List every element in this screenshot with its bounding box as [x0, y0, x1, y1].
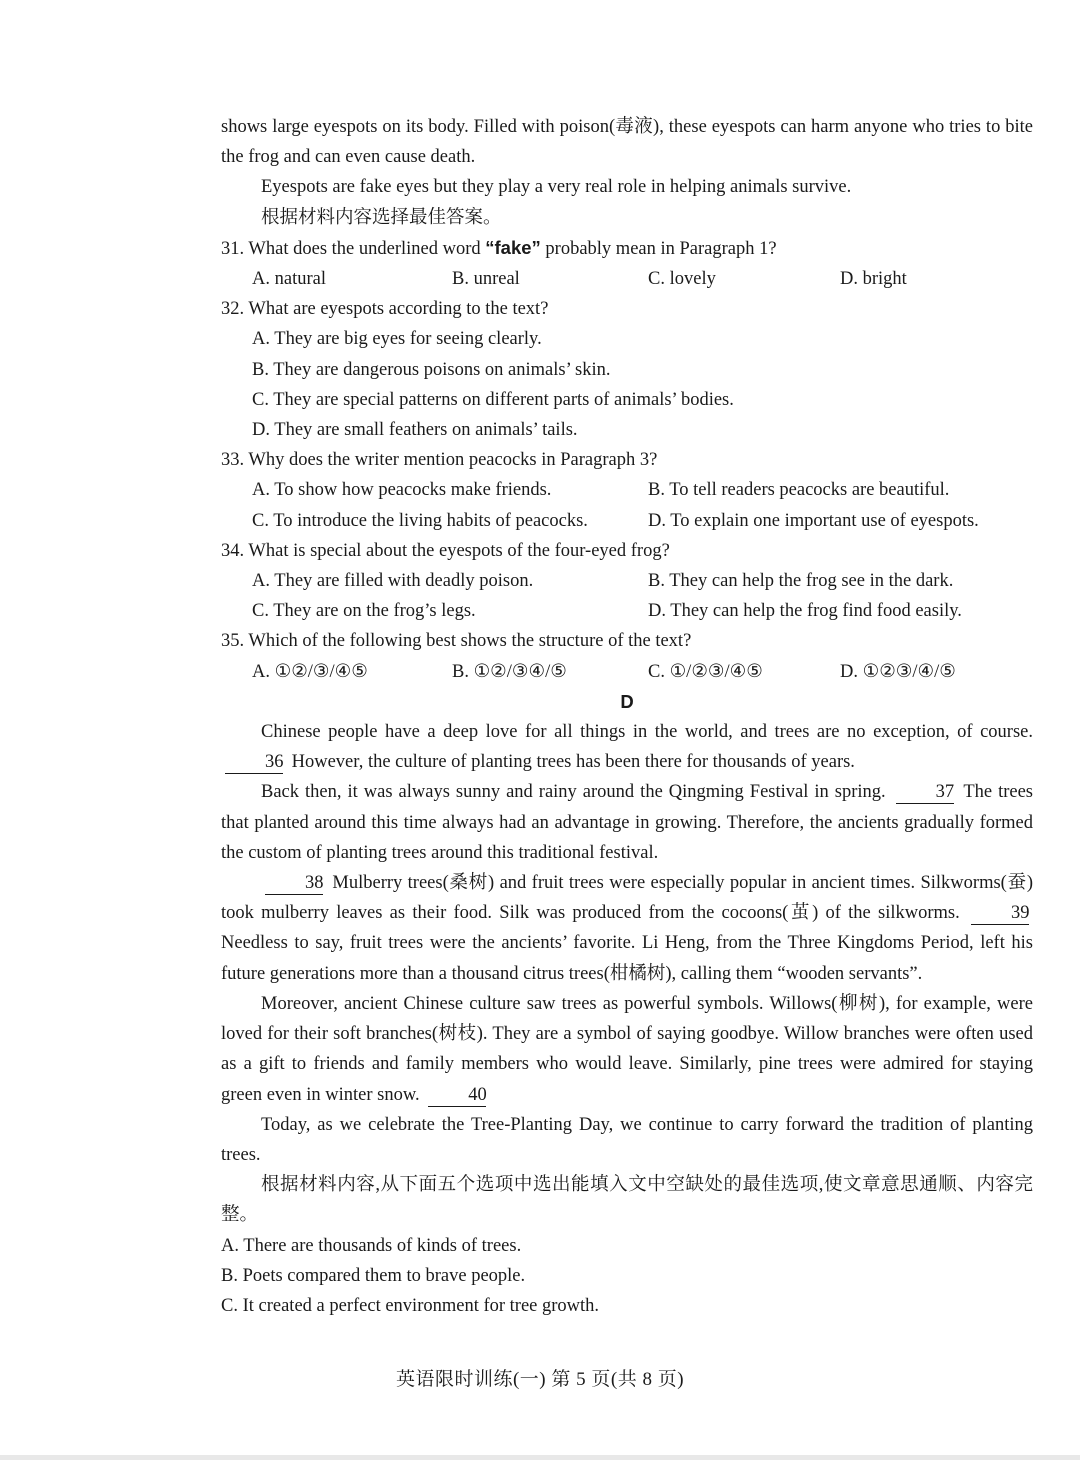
- bottom-edge: [0, 1455, 1080, 1460]
- blank-38[interactable]: 38: [265, 872, 323, 895]
- option-b[interactable]: B. unreal: [452, 269, 520, 290]
- question-stem: 33. Why does the writer mention peacocks in Paragraph 3?: [221, 450, 658, 471]
- question-stem: 35. Which of the following best shows the structure of the text?: [221, 631, 692, 652]
- option-c[interactable]: C. They are special patterns on different parts of animals’ bodies.: [252, 389, 734, 410]
- option-row: [221, 657, 1033, 687]
- instruction-c: 根据材料内容选择最佳答案。: [261, 207, 502, 228]
- choice-a[interactable]: A. There are thousands of kinds of trees.: [221, 1235, 522, 1256]
- passage-paragraph-3: 38 Mulberry trees(桑树) and fruit trees were especially popular in ancient times. Silkworms(蚕) took mulberry leaves as their food. Silk was produced from the cocoons(茧) of the silkworms. 39 Needless to say, fruit trees were the ancients’ favorite. Li Heng, from the Three Kingdoms Period, left his future generations more than a thousand citrus trees(柑橘树), calling them “wooden servants”.: [221, 873, 1033, 984]
- option-b[interactable]: B. They can help the frog see in the dark.: [648, 571, 954, 592]
- option-a[interactable]: A. They are big eyes for seeing clearly.: [252, 329, 542, 350]
- question-stem: 32. What are eyespots according to the text?: [221, 299, 549, 320]
- blank-36[interactable]: 36: [225, 751, 283, 774]
- section-title: D: [620, 690, 634, 712]
- option-a[interactable]: A. natural: [252, 269, 326, 290]
- instruction-d: 根据材料内容,从下面五个选项中选出能填入文中空缺处的最佳选项,使文章意思通顺、内容完整。: [221, 1175, 1033, 1226]
- keyword: “fake”: [485, 236, 541, 258]
- paragraph-final: Eyespots are fake eyes but they play a very real role in helping animals survive.: [261, 177, 852, 198]
- question-number: 32.: [221, 299, 245, 320]
- option-d[interactable]: D. ①②③/④/⑤: [840, 661, 956, 682]
- option-grid: [221, 475, 1033, 535]
- option-b[interactable]: B. To tell readers peacocks are beautiful.: [648, 480, 950, 501]
- question-35: [221, 626, 1033, 686]
- question-32: [221, 294, 1033, 445]
- option-list: [221, 324, 1033, 445]
- option-b[interactable]: B. They are dangerous poisons on animals’ skin.: [252, 359, 611, 380]
- passage-paragraph-5: Today, as we celebrate the Tree-Planting Day, we continue to carry forward the tradition of planting trees.: [221, 1114, 1033, 1165]
- passage-paragraph-2: Back then, it was always sunny and rainy around the Qingming Festival in spring. 37 The trees that planted around this time always had an advantage in growing. Therefore, the ancients gradually formed the custom of planting trees around this traditional festival.: [221, 782, 1034, 863]
- question-34: [221, 536, 1033, 627]
- option-grid: [221, 566, 1033, 626]
- option-c[interactable]: C. They are on the frog’s legs.: [252, 601, 476, 622]
- choice-b[interactable]: B. Poets compared them to brave people.: [221, 1265, 526, 1286]
- passage-paragraph-1: Chinese people have a deep love for all things in the world, and trees are no exception, of course. 36 However, the culture of planting trees has been there for thousands of years.: [221, 717, 1033, 777]
- blank-40[interactable]: 40: [428, 1084, 486, 1107]
- question-number: 33.: [221, 450, 245, 471]
- option-c[interactable]: C. ①/②③/④⑤: [648, 661, 763, 682]
- passage-paragraph-4: Moreover, ancient Chinese culture saw trees as powerful symbols. Willows(柳树), for example, were loved for their soft branches(树枝). They are a symbol of saying goodbye. Willow branches were often used as a gift to friends and family members who would leave. Similarly, pine trees were admired for staying green even in winter snow. 40: [221, 993, 1033, 1105]
- blank-37[interactable]: 37: [896, 781, 954, 804]
- option-row: [221, 264, 1033, 294]
- choice-c[interactable]: C. It created a perfect environment for tree growth.: [221, 1295, 600, 1316]
- option-d[interactable]: D. They can help the frog find food easily.: [648, 601, 962, 622]
- blank-39[interactable]: 39: [971, 902, 1029, 925]
- question-number: 35.: [221, 631, 245, 652]
- option-c[interactable]: C. To introduce the living habits of peacocks.: [252, 510, 588, 531]
- option-d[interactable]: D. bright: [840, 269, 907, 290]
- question-33: [221, 445, 1033, 536]
- option-d[interactable]: D. To explain one important use of eyespots.: [648, 510, 979, 531]
- option-c[interactable]: C. lovely: [648, 269, 716, 290]
- page-footer: 英语限时训练(一) 第 5 页(共 8 页): [395, 1369, 685, 1390]
- question-stem: 31. What does the underlined word “fake” probably mean in Paragraph 1?: [221, 236, 777, 259]
- option-d[interactable]: D. They are small feathers on animals’ tails.: [252, 420, 578, 441]
- page-content: [221, 112, 1033, 1321]
- choice-list: [221, 1231, 1033, 1322]
- option-b[interactable]: B. ①②/③④/⑤: [452, 661, 567, 682]
- question-number: 34.: [221, 540, 245, 561]
- question-31: [221, 233, 1033, 294]
- option-a[interactable]: A. To show how peacocks make friends.: [252, 480, 552, 501]
- question-stem: 34. What is special about the eyespots of the four-eyed frog?: [221, 540, 670, 561]
- question-number: 31.: [221, 238, 245, 259]
- option-a[interactable]: A. They are filled with deadly poison.: [252, 571, 534, 592]
- paragraph-continued: shows large eyespots on its body. Filled with poison(毒液), these eyespots can harm anyone who tries to bite the frog and can even cause death.: [221, 117, 1033, 168]
- option-a[interactable]: A. ①②/③/④⑤: [252, 661, 368, 682]
